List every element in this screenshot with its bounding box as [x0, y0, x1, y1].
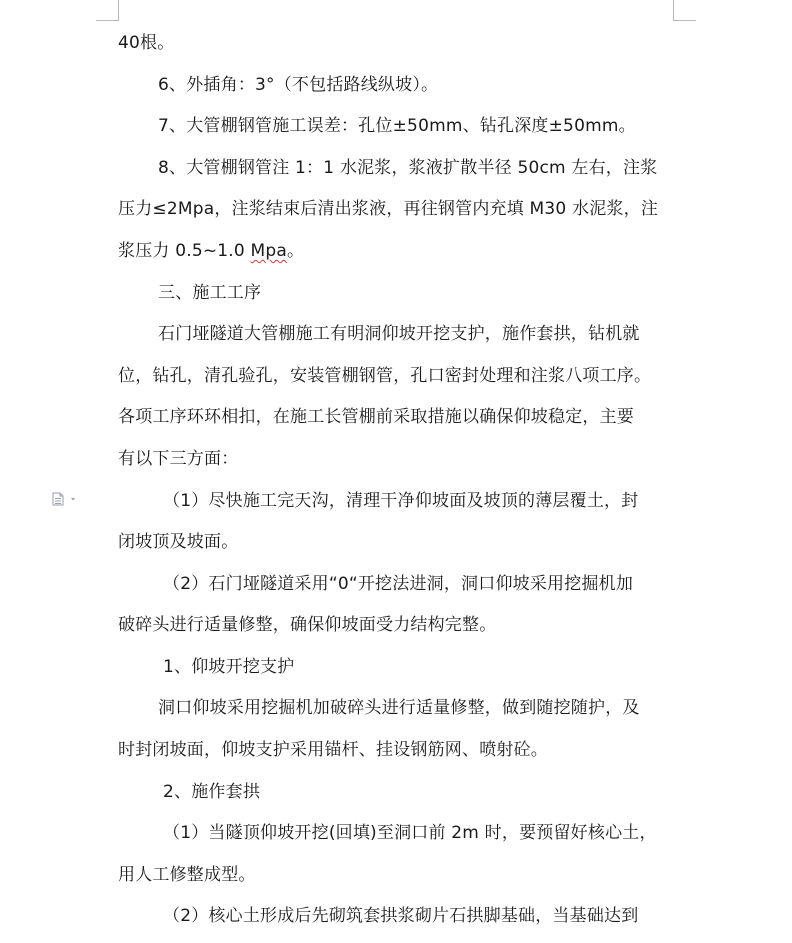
text-line: 7、大管棚钢管施工误差：孔位±50mm、钻孔深度±50mm。	[158, 116, 636, 136]
text-line: 8、大管棚钢管注 1：1 水泥浆，浆液扩散半径 50cm 左右，注浆	[158, 158, 658, 178]
text-line: 闭坡顶及坡面。	[118, 532, 239, 552]
section-heading: 1、仰坡开挖支护	[163, 657, 295, 677]
text-line: 石门垭隧道大管棚施工有明洞仰坡开挖支护，施作套拱，钻机就	[158, 324, 640, 344]
text-line: 40根。	[118, 33, 175, 53]
text-line: 有以下三方面：	[118, 449, 239, 469]
text-line: 时封闭坡面，仰坡支护采用锚杆、挂设钢筋网、喷射砼。	[118, 740, 548, 760]
text-line: 6、外插角：3°（不包括路线纵坡）。	[158, 75, 439, 95]
text-line: （2）石门垭隧道采用“0“开挖法进洞，洞口仰坡采用挖掘机加	[163, 574, 634, 594]
text-line: （1）尽快施工完天沟，清理干净仰坡面及坡顶的薄层覆土，封	[163, 491, 639, 511]
text-line: 破碎头进行适量修整，确保仰坡面受力结构完整。	[118, 615, 497, 635]
text-line: （1）当隧顶仰坡开挖(回填)至洞口前 2m 时，要预留好核心土，	[163, 823, 657, 843]
text-line: （2）核心土形成后先砌筑套拱浆砌片石拱脚基础，当基础达到	[163, 906, 639, 926]
text-run: 浆压力 0.5~1.0	[118, 241, 251, 261]
text-line: 压力≤2Mpa，注浆结束后清出浆液，再往钢管内充填 M30 水泥浆，注	[118, 199, 659, 219]
page-corner-mark-top-right	[673, 0, 696, 21]
text-line	[118, 236, 678, 266]
text-line: 用人工修整成型。	[118, 865, 256, 885]
text-line: 各项工序环环相扣，在施工长管棚前采取措施以确保仰坡稳定，主要	[118, 407, 634, 427]
document-options-icon[interactable]	[52, 492, 78, 506]
text-run: 。	[287, 241, 305, 261]
page-corner-mark-top-left	[96, 0, 119, 21]
text-line: 位，钻孔，清孔验孔，安装管棚钢管，孔口密封处理和注浆八项工序。	[118, 366, 652, 386]
section-heading: 2、施作套拱	[163, 782, 261, 802]
spellcheck-flagged-word[interactable]: Mpa	[250, 241, 288, 261]
section-heading: 三、施工工序	[158, 283, 262, 303]
text-line: 洞口仰坡采用挖掘机加破碎头进行适量修整，做到随挖随护，及	[158, 698, 640, 718]
